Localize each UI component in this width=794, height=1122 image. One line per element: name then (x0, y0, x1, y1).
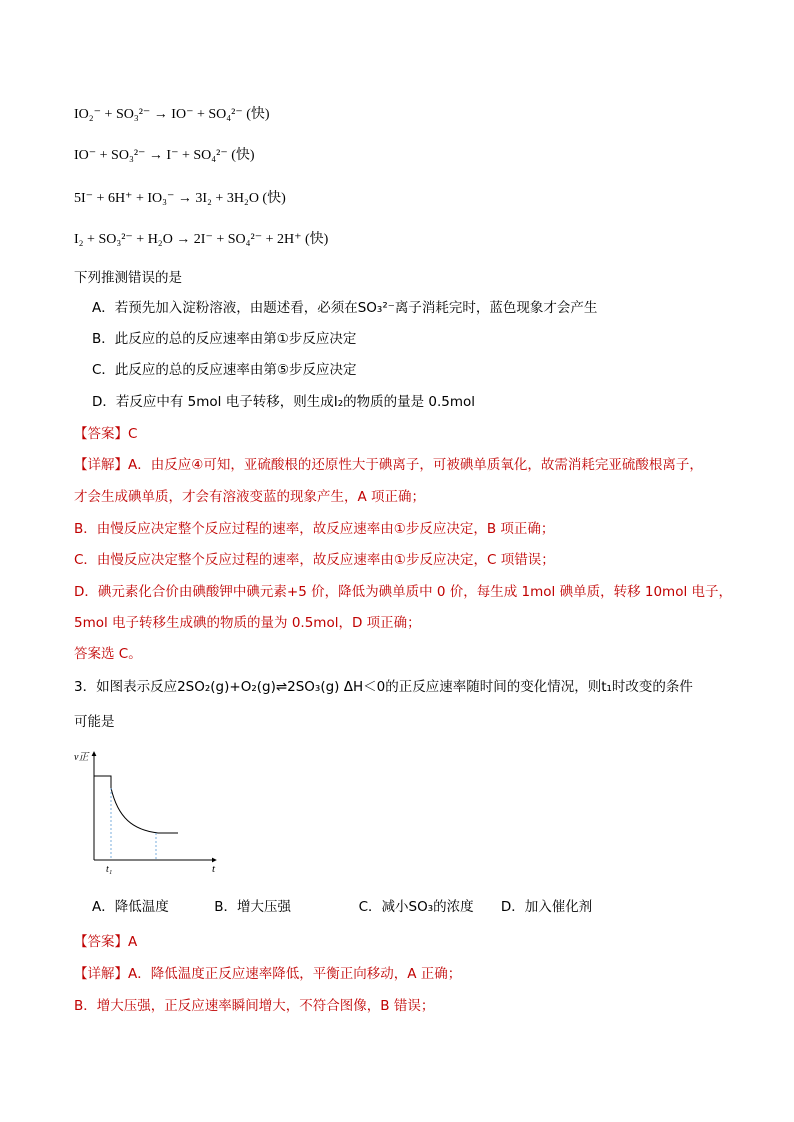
question-3-answer: 【答案】A (74, 934, 138, 950)
equation-3 (74, 146, 255, 166)
question-3-option-a: A．降低温度 (92, 899, 169, 915)
question-2-answer: 【答案】C (74, 426, 138, 442)
question-2-option-d: D．若反应中有 5mol 电子转移，则生成I₂的物质的量是 0.5mol (92, 394, 476, 410)
rate-time-graph (74, 748, 268, 878)
question-2-explain-end: 答案选 C。 (74, 646, 142, 662)
equation-4 (74, 189, 286, 209)
question-3-explain-a: 【详解】A．降低温度正反应速率降低，平衡正向移动，A 正确； (74, 966, 462, 982)
question-3-options (92, 897, 592, 917)
question-2-prompt: 下列推测错误的是 (74, 270, 182, 286)
question-3-option-b: B．增大压强 (214, 899, 292, 915)
equation-5 (74, 230, 328, 250)
equation-3-formula: IO⁻ + SO₃²⁻ → I⁻ + SO₄²⁻ (快) (74, 148, 255, 163)
equation-4-formula: 5I⁻ + 6H⁺ + IO₃⁻ → 3I₂ + 3H₂O (快) (74, 191, 286, 206)
y-axis-label: v正 (74, 752, 89, 763)
question-2-explain-a1: 【详解】A．由反应④可知，亚硫酸根的还原性大于碘离子，可被碘单质氧化，故需消耗完亚硫酸根离子， (74, 457, 703, 473)
question-2-option-a: A．若预先加入淀粉溶液，由题述看，必须在SO₃²⁻离子消耗完时，蓝色现象才会产生 (92, 300, 598, 316)
question-3-explain-b: B．增大压强，正反应速率瞬间增大，不符合图像，B 错误； (74, 998, 435, 1014)
equation-2-formula: IO₂⁻ + SO₃²⁻ → IO⁻ + SO₄²⁻ (快) (74, 107, 270, 122)
equation-2 (74, 105, 270, 125)
question-2-explain-c: C．由慢反应决定整个反应过程的速率，故反应速率由①步反应决定，C 项错误； (74, 552, 555, 568)
rate-decay-curve (111, 788, 178, 833)
question-2-option-b: B．此反应的总的反应速率由第①步反应决定 (92, 331, 357, 347)
question-3-stem-line-1: 3．如图表示反应2SO₂(g)+O₂(g)⇌2SO₃(g) ΔH＜0的正反应速率随时间的变化情况，则t₁时改变的条件 (74, 679, 693, 695)
question-3-stem-line-2: 可能是 (74, 714, 115, 730)
initial-rate-line (94, 776, 111, 788)
question-2-explain-d1: D．碘元素化合价由碘酸钾中碘元素+5 价，降低为碘单质中 0 价，每生成 1mol 碘单质，转移 10mol 电子， (74, 584, 733, 600)
t1-label: t₁ (106, 864, 113, 875)
question-3-option-c: C．减小SO₃的浓度 (358, 899, 474, 915)
question-2-option-c: C．此反应的总的反应速率由第⑤步反应决定 (92, 362, 357, 378)
question-2-explain-d2: 5mol 电子转移生成碘的物质的量为 0.5mol，D 项正确； (74, 615, 421, 631)
question-2-explain-a2: 才会生成碘单质，才会有溶液变蓝的现象产生，A 项正确； (74, 489, 426, 505)
question-2-explain-b: B．由慢反应决定整个反应过程的速率，故反应速率由①步反应决定，B 项正确； (74, 521, 555, 537)
question-3-option-d: D．加入催化剂 (500, 899, 593, 915)
x-axis-label: t (212, 863, 216, 875)
equation-5-formula: I₂ + SO₃²⁻ + H₂O → 2I⁻ + SO₄²⁻ + 2H⁺ (快) (74, 232, 329, 247)
